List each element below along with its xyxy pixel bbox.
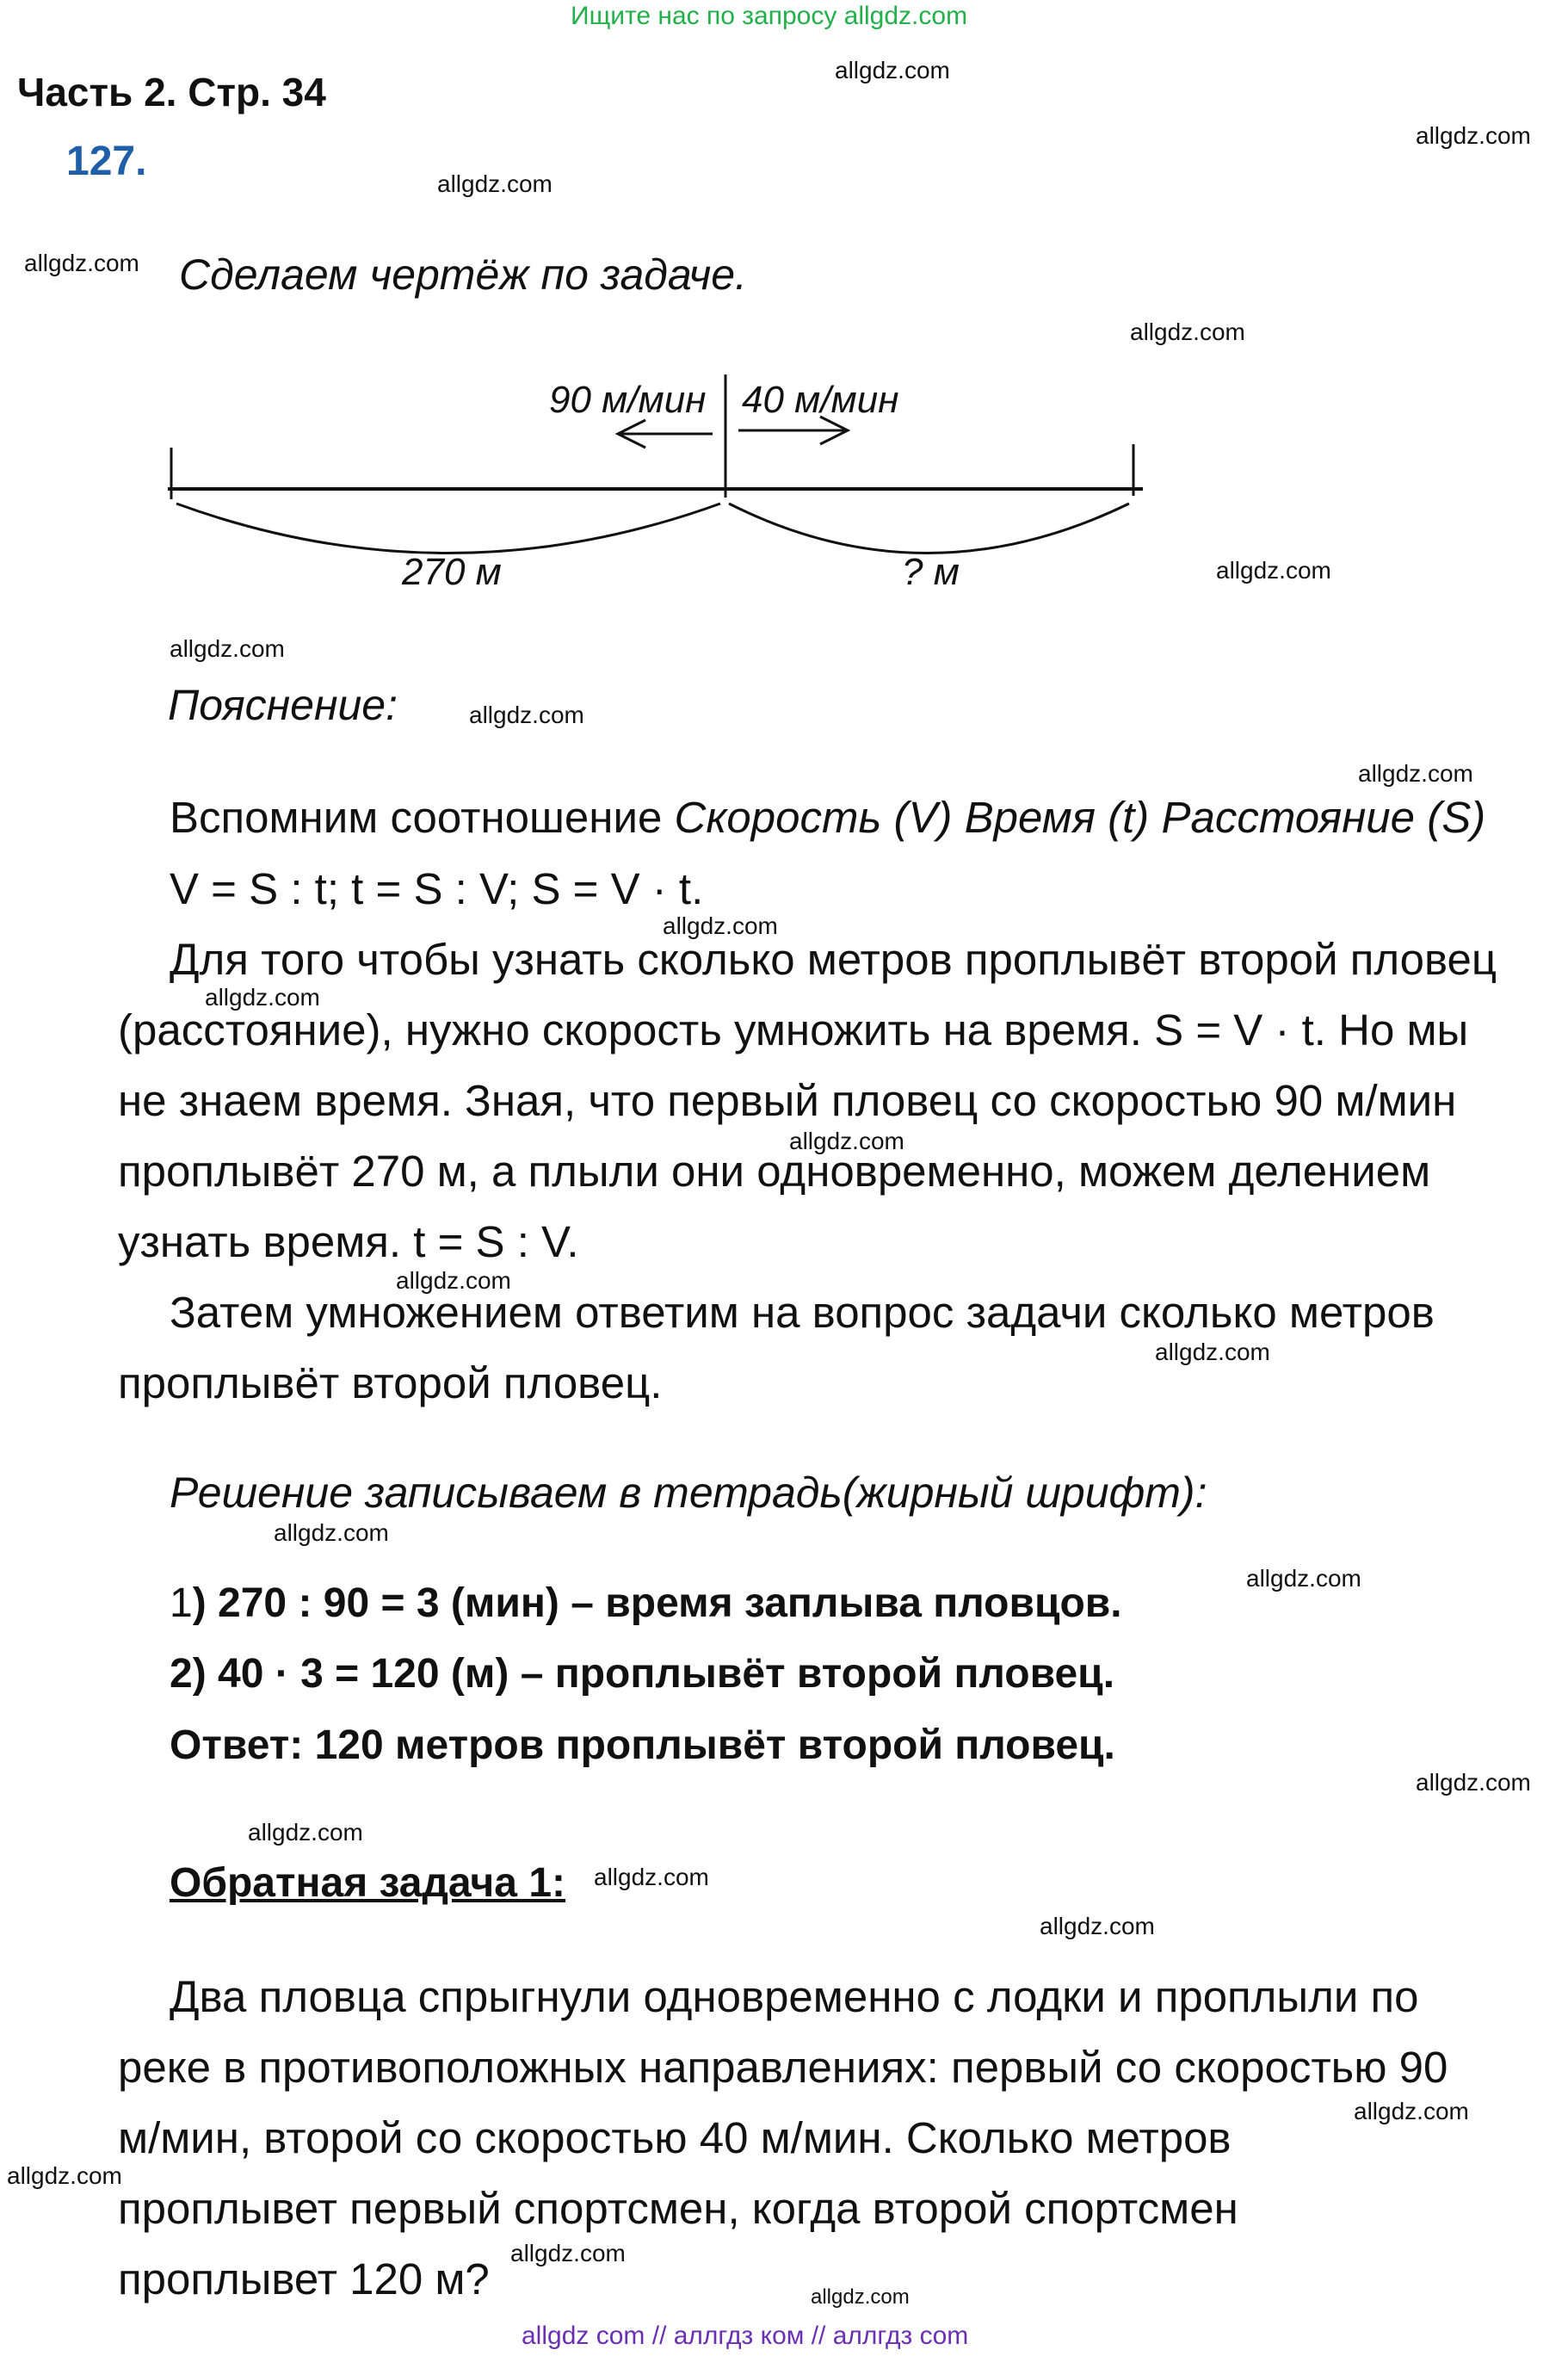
- watermark: allgdz.com: [1216, 557, 1331, 584]
- watermark: allgdz.com: [7, 2162, 122, 2189]
- watermark: allgdz.com: [663, 912, 778, 939]
- page-heading: Часть 2. Стр. 34: [17, 70, 326, 114]
- watermark: allgdz.com: [594, 1864, 709, 1890]
- watermark: allgdz.com: [396, 1267, 511, 1294]
- explanation-title: Пояснение:: [168, 681, 398, 729]
- distance-right-label: ? м: [902, 551, 960, 593]
- solution-line2: 2) 40 · 3 = 120 (м) – проплывёт второй пловец.: [170, 1651, 1115, 1697]
- intro-text: Сделаем чертёж по задаче.: [179, 250, 747, 299]
- inverse-line1: Два пловца спрыгнули одновременно с лодки и проплыли по: [170, 1972, 1419, 2021]
- watermark: allgdz.com: [24, 250, 139, 276]
- watermark: allgdz.com: [170, 635, 285, 662]
- watermark: allgdz.com: [789, 1128, 904, 1154]
- top-banner: Ищите нас по запросу allgdz.com: [571, 2, 968, 30]
- watermark: allgdz.com: [1354, 2098, 1469, 2124]
- solution-line1: [170, 1580, 1122, 1627]
- inverse-line3: м/мин, второй со скоростью 40 м/мин. Сколько метров: [118, 2113, 1232, 2162]
- para1-line1: Для того чтобы узнать сколько метров проплывёт второй пловец: [170, 935, 1497, 984]
- task-number: 127.: [66, 139, 147, 184]
- recall-line: [170, 792, 1485, 843]
- watermark: allgdz.com: [437, 170, 553, 197]
- inverse-line2: реке в противоположных направлениях: первый со скоростью 90: [118, 2043, 1448, 2092]
- watermark: allgdz.com: [205, 984, 320, 1011]
- watermark: allgdz.com: [510, 2240, 626, 2266]
- watermark: allgdz.com: [811, 2285, 910, 2309]
- distance-diagram: [0, 0, 1568, 620]
- answer-line: Ответ: 120 метров проплывёт второй пловец.: [170, 1722, 1115, 1768]
- solution-title: Решение записываем в тетрадь(жирный шрифт):: [170, 1469, 1207, 1517]
- footer-links: allgdz com // аллгдз ком // аллгдз com: [522, 2322, 969, 2350]
- para2-line2: проплывёт второй пловец.: [118, 1358, 663, 1407]
- inverse-line4: проплывет первый спортсмен, когда второй спортсмен: [118, 2184, 1238, 2233]
- recall-prefix: Вспомним соотношение: [170, 793, 675, 842]
- solution-line1-text: ) 270 : 90 = 3 (мин) – время заплыва пловцов.: [192, 1580, 1122, 1626]
- watermark: allgdz.com: [274, 1519, 389, 1546]
- inverse-task-title: Обратная задача 1:: [170, 1860, 566, 1906]
- watermark: allgdz.com: [1040, 1913, 1155, 1939]
- formulas-line: V = S : t; t = S : V; S = V · t.: [170, 864, 704, 913]
- left-arrow: [618, 420, 713, 448]
- watermark: allgdz.com: [1246, 1565, 1361, 1592]
- para1-line4: проплывёт 270 м, а плыли они одновременно, можем делением: [118, 1147, 1431, 1196]
- watermark: allgdz.com: [1358, 760, 1473, 787]
- recall-terms: Скорость (V) Время (t) Расстояние (S): [674, 793, 1486, 842]
- right-brace: [729, 504, 1129, 553]
- watermark: allgdz.com: [835, 57, 950, 83]
- watermark: allgdz.com: [1416, 1769, 1531, 1796]
- para2-line1: Затем умножением ответим на вопрос задачи сколько метров: [170, 1288, 1435, 1337]
- distance-left-label: 270 м: [402, 551, 502, 593]
- watermark: allgdz.com: [1416, 122, 1531, 149]
- left-brace: [176, 504, 720, 553]
- para1-line2: (расстояние), нужно скорость умножить на время. S = V · t. Но мы: [118, 1005, 1469, 1054]
- inverse-line5: проплывет 120 м?: [118, 2254, 490, 2303]
- para1-line3: не знаем время. Зная, что первый пловец со скоростью 90 м/мин: [118, 1076, 1457, 1125]
- para1-line5: узнать время. t = S : V.: [118, 1217, 579, 1266]
- watermark: allgdz.com: [248, 1819, 363, 1846]
- watermark: allgdz.com: [1130, 318, 1245, 345]
- watermark: allgdz.com: [469, 702, 584, 728]
- speed-left-label: 90 м/мин: [549, 379, 707, 421]
- watermark: allgdz.com: [1155, 1339, 1270, 1365]
- speed-right-label: 40 м/мин: [742, 379, 899, 421]
- solution-line1-number: 1: [170, 1580, 193, 1626]
